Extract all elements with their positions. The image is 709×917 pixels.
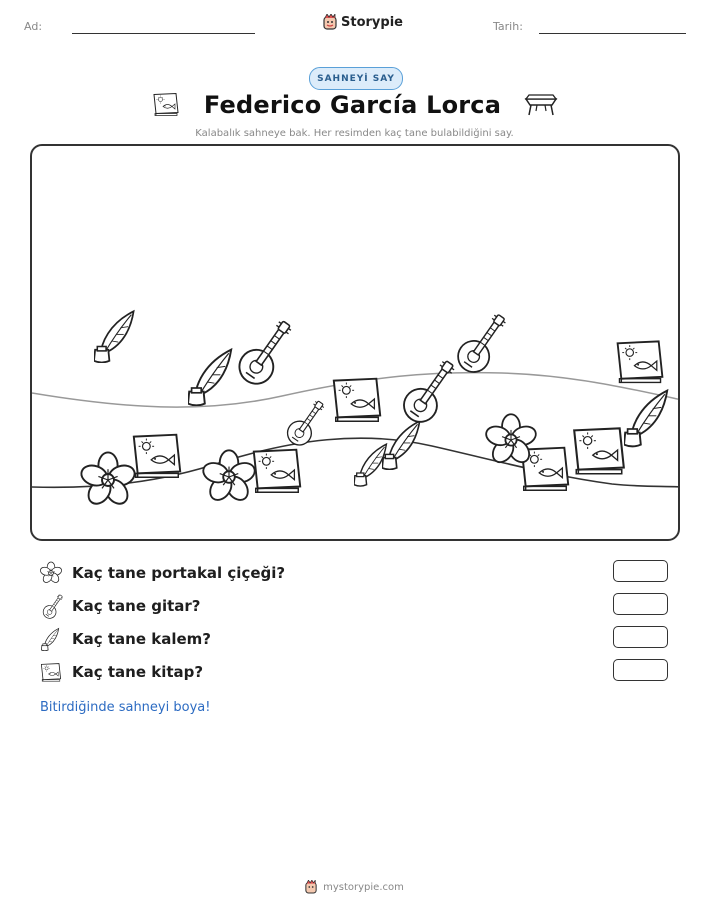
book-icon bbox=[134, 435, 180, 478]
instructions: Kalabalık sahneye bak. Her resimden kaç tane bulabildiğini say. bbox=[195, 128, 514, 139]
page-title bbox=[0, 91, 709, 119]
guitar-icon bbox=[398, 354, 464, 428]
answer-box-quills[interactable] bbox=[613, 626, 668, 648]
book-icon bbox=[254, 450, 300, 493]
question-guitars bbox=[38, 593, 201, 619]
answer-box-flowers[interactable] bbox=[613, 560, 668, 582]
book-icon bbox=[618, 341, 663, 382]
finish-instruction: Bitirdiğinde sahneyi boya! bbox=[40, 700, 211, 715]
quill-icon bbox=[624, 391, 667, 447]
question-text: Kaç tane gitar? bbox=[72, 597, 201, 615]
book-icon bbox=[334, 379, 380, 422]
flower-icon bbox=[201, 450, 257, 504]
quill-icon bbox=[188, 350, 231, 406]
counting-scene[interactable] bbox=[30, 144, 680, 541]
footer bbox=[0, 880, 709, 894]
brand-logo bbox=[323, 14, 403, 30]
question-text: Kaç tane kalem? bbox=[72, 630, 211, 648]
flower-icon bbox=[79, 452, 137, 508]
storypie-icon bbox=[305, 880, 317, 894]
question-flowers bbox=[38, 560, 285, 586]
name-label: Ad: bbox=[24, 20, 43, 33]
quill-icon bbox=[382, 421, 419, 469]
guitar-icon bbox=[283, 396, 331, 450]
quill-icon bbox=[94, 311, 134, 362]
quill-icon bbox=[354, 444, 386, 486]
book-icon bbox=[151, 91, 181, 117]
question-text: Kaç tane kitap? bbox=[72, 663, 204, 681]
answer-box-guitars[interactable] bbox=[613, 593, 668, 615]
title-text: Federico García Lorca bbox=[203, 91, 502, 119]
storypie-icon bbox=[323, 14, 337, 30]
book-icon bbox=[574, 428, 624, 473]
guitar-icon bbox=[452, 308, 514, 378]
scene-illustration bbox=[32, 146, 680, 541]
desk-icon bbox=[524, 91, 558, 117]
brand-name: Storypie bbox=[341, 14, 403, 30]
quill-icon bbox=[41, 627, 61, 651]
book-icon bbox=[39, 661, 63, 683]
activity-badge: SAHNEYİ SAY bbox=[309, 67, 403, 90]
flower-icon bbox=[39, 561, 63, 585]
guitar-icon bbox=[233, 314, 301, 391]
answer-box-books[interactable] bbox=[613, 659, 668, 681]
date-line[interactable] bbox=[539, 33, 686, 34]
question-text: Kaç tane portakal çiçeği? bbox=[72, 564, 286, 582]
date-label: Tarih: bbox=[493, 20, 523, 33]
footer-url[interactable]: mystorypie.com bbox=[323, 881, 404, 893]
question-books bbox=[38, 659, 203, 685]
guitar-icon bbox=[39, 592, 63, 620]
name-line[interactable] bbox=[72, 33, 255, 34]
question-quills bbox=[38, 626, 211, 652]
